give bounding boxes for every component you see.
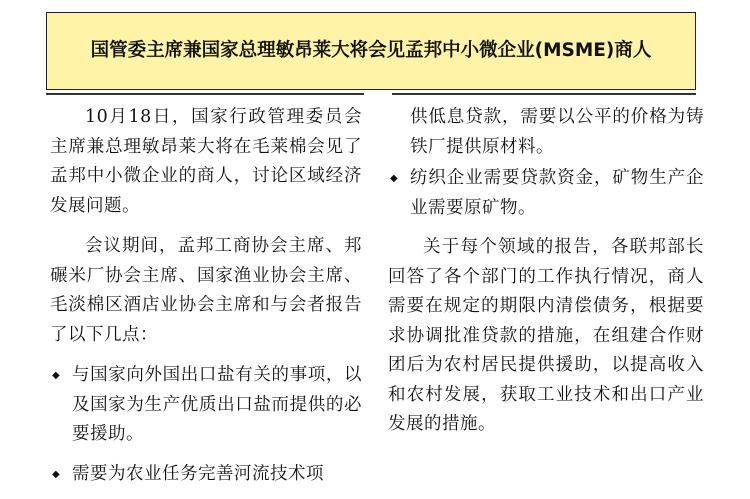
- bullet-text-continued: 供低息贷款，需要以公平的价格为铸铁厂提供原材料。: [410, 107, 704, 157]
- bullet-item-river-tech-continued: [388, 103, 704, 162]
- paragraph-intro: 10月18日，国家行政管理委员会主席兼总理敏昂莱大将在毛莱棉会见了孟邦中小微企业的商人，讨论区域经济发展问题。: [50, 107, 362, 216]
- bullet-text: 与国家向外国出口盐有关的事项，以及国家为生产优质出口盐而提供的必要援助。: [72, 365, 362, 444]
- paragraph-ministers-reply: 关于每个领域的报告，各联邦部长回答了各个部门的工作执行情况，商人需要在规定的期限内清偿债务，根据要求协调批准贷款的措施，在组建合作财团后为农村居民提供援助，以提高收入和农村发展，获取工业技术和出口产业发展的措施。: [388, 237, 704, 434]
- paragraph-meeting: 会议期间，孟邦工商协会主席、邦碾米厂协会主席、国家渔业协会主席、毛淡棉区酒店业协会主席和与会者报告了以下几点：: [50, 236, 362, 345]
- right-column: [388, 103, 704, 451]
- headline: 国管委主席兼国家总理敏昂莱大将会见孟邦中小微企业(MSME)商人: [90, 40, 652, 61]
- bullet-item-river-tech: [50, 460, 362, 490]
- right-column-rule: [392, 93, 696, 95]
- bullet-item-textile: [388, 164, 704, 223]
- headline-box: [46, 12, 696, 90]
- bullet-text: 需要为农业任务完善河流技术项: [72, 463, 324, 484]
- bullet-text: 纺织企业需要贷款资金，矿物生产企业需要原矿物。: [410, 168, 704, 218]
- left-column-rule: [46, 93, 364, 95]
- bullet-icon: ◆: [52, 468, 61, 480]
- bullet-icon: ◆: [52, 370, 61, 381]
- bullet-icon: ◆: [390, 173, 399, 184]
- bullet-item-salt-export: [50, 361, 362, 450]
- left-column: [50, 103, 362, 499]
